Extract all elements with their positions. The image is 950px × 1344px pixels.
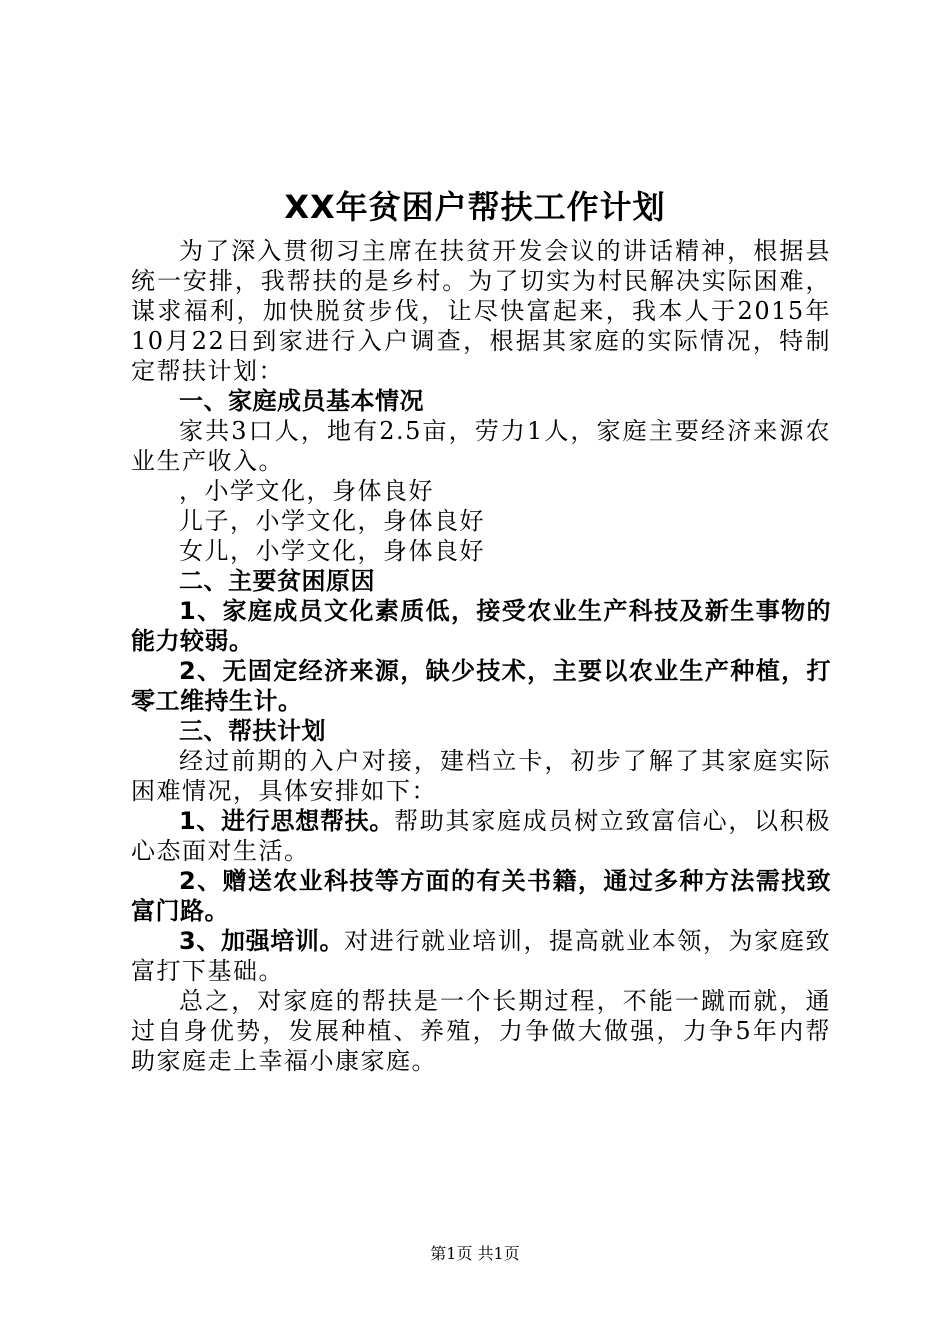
page-footer: 第1页 共1页 xyxy=(430,1244,520,1263)
family-member-line: ，小学文化，身体良好 xyxy=(179,477,434,505)
document-body xyxy=(131,236,831,1076)
plan-intro-paragraph: 经过前期的入户对接，建档立卡，初步了解了其家庭实际困难情况，具体安排如下： xyxy=(131,747,831,805)
plan-item xyxy=(131,926,831,986)
section-heading-causes: 二、主要贫困原因 xyxy=(179,567,375,595)
document-title: XX年贫困户帮扶工作计划 xyxy=(284,188,666,226)
plan-item-text: 对进行就业培训，提高就业本领，为家庭致富打下基础。 xyxy=(131,927,831,985)
cause-item: 1、家庭成员文化素质低，接受农业生产科技及新生事物的能力较弱。 xyxy=(131,597,831,655)
plan-item-lead: 1、进行思想帮扶。 xyxy=(179,807,395,835)
section-heading-family: 一、家庭成员基本情况 xyxy=(179,387,424,415)
plan-item-lead: 3、加强培训。 xyxy=(179,927,345,955)
plan-item xyxy=(131,806,831,866)
section-heading-plan: 三、帮扶计划 xyxy=(179,717,326,745)
family-member-line: 儿子，小学文化，身体良好 xyxy=(179,507,485,535)
cause-item: 2、无固定经济来源，缺少技术，主要以农业生产种植，打零工维持生计。 xyxy=(131,657,831,715)
family-member-line: 女儿，小学文化，身体良好 xyxy=(179,537,485,565)
conclusion-paragraph: 总之，对家庭的帮扶是一个长期过程，不能一蹴而就，通过自身优势，发展种植、养殖，力争做大做强，力争5年内帮助家庭走上幸福小康家庭。 xyxy=(131,987,831,1075)
plan-item: 2、赠送农业科技等方面的有关书籍，通过多种方法需找致富门路。 xyxy=(131,867,831,925)
intro-paragraph: 为了深入贯彻习主席在扶贫开发会议的讲话精神，根据县统一安排，我帮扶的是乡村。为了切实为村民解决实际困难，谋求福利，加快脱贫步伐，让尽快富起来，我本人于2015年10月22日到家进行入户调查，根据其家庭的实际情况，特制定帮扶计划： xyxy=(131,237,831,385)
family-summary-paragraph: 家共3口人，地有2.5亩，劳力1人，家庭主要经济来源农业生产收入。 xyxy=(131,417,831,475)
plan-item-text: 帮助其家庭成员树立致富信心，以积极心态面对生活。 xyxy=(131,807,831,865)
